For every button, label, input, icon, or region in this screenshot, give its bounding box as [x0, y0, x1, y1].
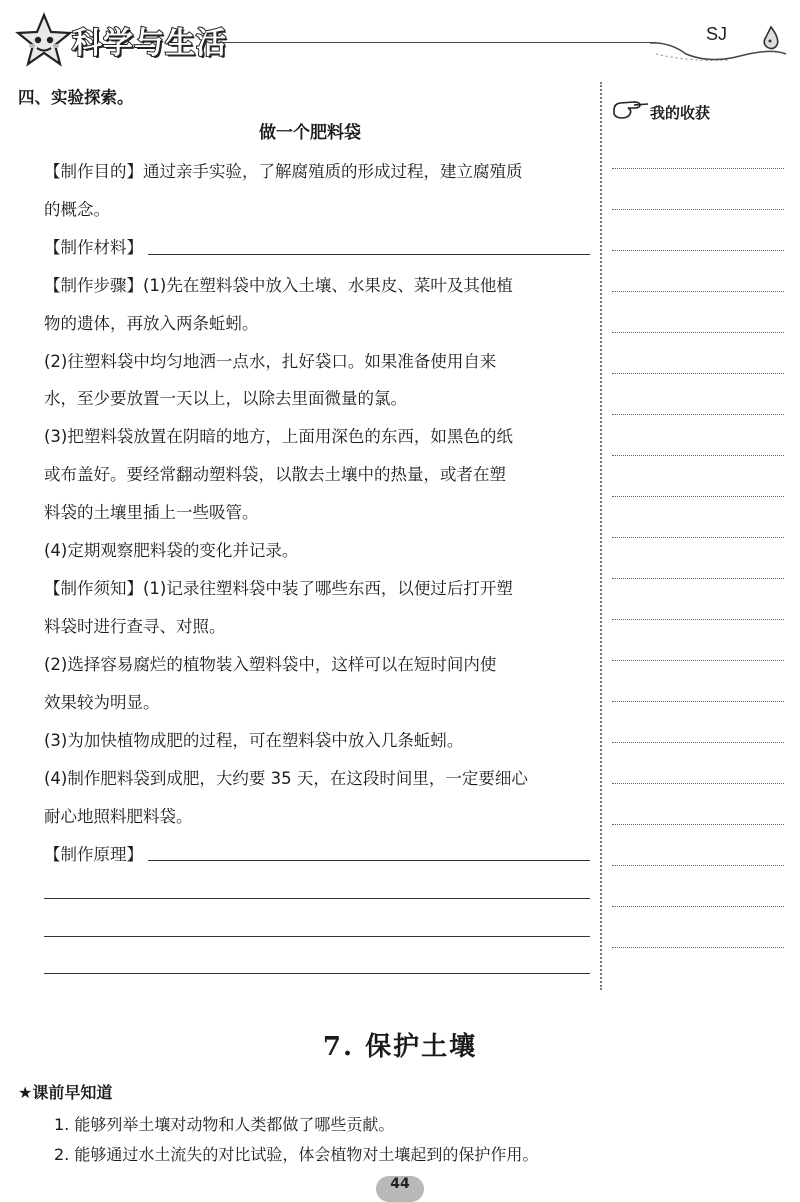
pre-class-item: 2. 能够通过水土流失的对比试验，体会植物对土壤起到的保护作用。: [54, 1145, 539, 1164]
experiment-title: 做一个肥料袋: [259, 123, 361, 143]
principle-answer-line[interactable]: [44, 898, 590, 899]
steps-line: 或布盖好。要经常翻动塑料袋，以散去土壤中的热量，或者在塑: [44, 465, 506, 484]
purpose-line: 【制作目的】通过亲手实验，了解腐殖质的形成过程，建立腐殖质: [44, 162, 523, 181]
harvest-writing-line[interactable]: [612, 332, 784, 333]
mascot-star-icon: [14, 12, 74, 70]
harvest-writing-line[interactable]: [612, 373, 784, 374]
principle-answer-line[interactable]: [148, 860, 590, 861]
steps-line: (3)把塑料袋放置在阴暗的地方，上面用深色的东西，如黑色的纸: [44, 427, 513, 446]
notice-line: (3)为加快植物成肥的过程，可在塑料袋中放入几条蚯蚓。: [44, 731, 464, 750]
steps-line: 【制作步骤】(1)先在塑料袋中放入土壤、水果皮、菜叶及其他植: [44, 276, 513, 295]
harvest-writing-line[interactable]: [612, 414, 784, 415]
purpose-line: 的概念。: [44, 200, 110, 219]
pre-class-item: 1. 能够列举土壤对动物和人类都做了哪些贡献。: [54, 1115, 395, 1134]
header-rule: [216, 42, 656, 43]
my-harvest-label: 我的收获: [650, 104, 711, 122]
harvest-writing-line[interactable]: [612, 701, 784, 702]
steps-line: (2)往塑料袋中均匀地洒一点水，扎好袋口。如果准备使用自来: [44, 352, 497, 371]
notice-line: 耐心地照料肥料袋。: [44, 807, 193, 826]
pre-class-title: ★课前早知道: [18, 1083, 113, 1102]
pointing-hand-icon: [612, 96, 652, 122]
principle-answer-line[interactable]: [44, 936, 590, 937]
steps-line: 物的遗体，再放入两条蚯蚓。: [44, 314, 259, 333]
harvest-writing-line[interactable]: [612, 865, 784, 866]
notice-line: (4)制作肥料袋到成肥，大约要 35 天，在这段时间里，一定要细心: [44, 769, 528, 788]
harvest-writing-line[interactable]: [612, 168, 784, 169]
header-code: SJ: [706, 24, 728, 44]
notice-line: 【制作须知】(1)记录往塑料袋中装了哪些东西，以便过后打开塑: [44, 579, 513, 598]
sidebar-divider: [600, 82, 602, 990]
materials-label: 【制作材料】: [44, 238, 143, 257]
page-header: [0, 0, 800, 80]
notice-line: (2)选择容易腐烂的植物装入塑料袋中，这样可以在短时间内使: [44, 655, 497, 674]
steps-line: 水，至少要放置一天以上，以除去里面微量的氯。: [44, 389, 407, 408]
harvest-writing-line[interactable]: [612, 906, 784, 907]
harvest-writing-line[interactable]: [612, 455, 784, 456]
harvest-writing-line[interactable]: [612, 619, 784, 620]
steps-line: 料袋的土壤里插上一些吸管。: [44, 503, 259, 522]
harvest-writing-line[interactable]: [612, 947, 784, 948]
harvest-writing-line[interactable]: [612, 537, 784, 538]
notice-line: 料袋时进行查寻、对照。: [44, 617, 226, 636]
section-title: 四、实验探索。: [18, 88, 134, 107]
harvest-writing-line[interactable]: [612, 250, 784, 251]
notice-line: 效果较为明显。: [44, 693, 160, 712]
steps-line: (4)定期观察肥料袋的变化并记录。: [44, 541, 299, 560]
harvest-writing-line[interactable]: [612, 660, 784, 661]
water-drop-icon: [760, 24, 782, 52]
harvest-writing-line[interactable]: [612, 742, 784, 743]
harvest-writing-line[interactable]: [612, 824, 784, 825]
lesson-title: 7. 保护土壤: [322, 1032, 478, 1062]
harvest-writing-line[interactable]: [612, 496, 784, 497]
harvest-writing-line[interactable]: [612, 783, 784, 784]
harvest-writing-line[interactable]: [612, 291, 784, 292]
harvest-writing-line[interactable]: [612, 209, 784, 210]
page-number: 44: [376, 1176, 424, 1202]
header-title: 科学与生活: [72, 26, 227, 61]
materials-answer-line[interactable]: [148, 254, 590, 255]
principle-label: 【制作原理】: [44, 845, 143, 864]
principle-answer-line[interactable]: [44, 973, 590, 974]
harvest-writing-line[interactable]: [612, 578, 784, 579]
